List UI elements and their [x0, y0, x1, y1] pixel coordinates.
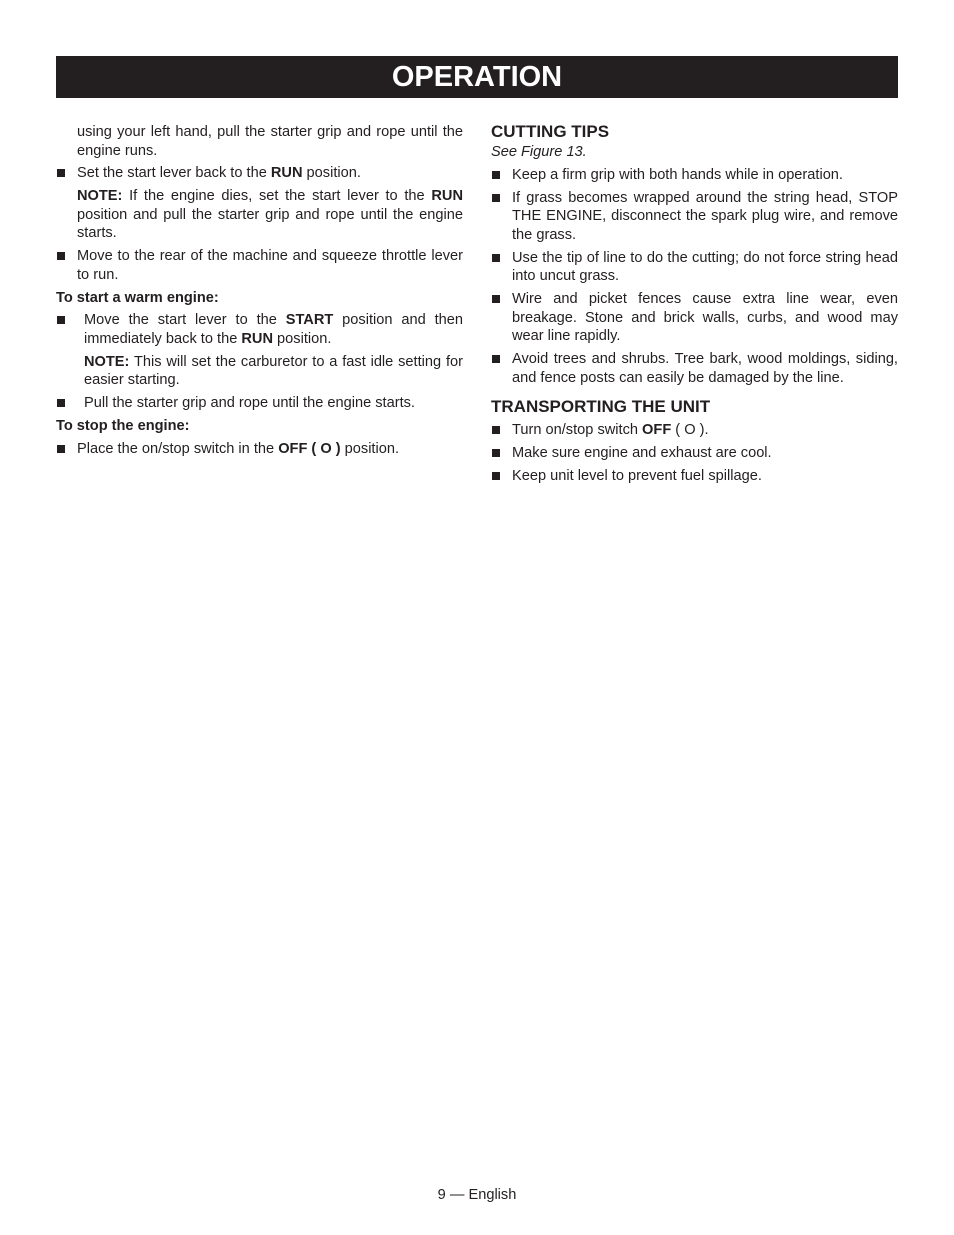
list-item-start-lever: Move the start lever to the START position and then immediately back to the RUN position. [56, 311, 463, 348]
subheading-warm-engine: To start a warm engine: [56, 289, 219, 306]
square-bullet-icon [492, 295, 500, 303]
square-bullet-icon [492, 171, 500, 179]
square-bullet-icon [492, 194, 500, 202]
subheading-stop-engine: To stop the engine: [56, 418, 190, 434]
page-footer [0, 1187, 954, 1203]
square-bullet-icon [57, 399, 65, 407]
square-bullet-icon [57, 169, 65, 177]
list-item-pull-starter: Pull the starter grip and rope until the engine starts. [56, 394, 463, 413]
figure-reference: See Figure 13. [491, 144, 587, 160]
continued-text: using your left hand, pull the starter grip and rope until the engine runs. [77, 124, 463, 159]
list-item-engine-cool: Make sure engine and exhaust are cool. [491, 444, 898, 463]
square-bullet-icon [492, 426, 500, 434]
list-item-run-position: Set the start lever back to the RUN position. [56, 164, 463, 183]
square-bullet-icon [57, 445, 65, 453]
section-header [56, 56, 898, 98]
list-item-keep-level: Keep unit level to prevent fuel spillage. [491, 467, 898, 486]
right-column [491, 122, 898, 490]
square-bullet-icon [492, 472, 500, 480]
note-fast-idle: NOTE: This will set the carburetor to a fast idle setting for easier starting. [84, 353, 463, 388]
section-title: OPERATION [391, 61, 563, 93]
page-number: 9 — English [437, 1187, 517, 1203]
left-column [56, 123, 463, 463]
list-item-switch-off: Turn on/stop switch OFF ( O ). [491, 421, 898, 440]
square-bullet-icon [492, 449, 500, 457]
heading-transporting: TRANSPORTING THE UNIT [491, 397, 711, 416]
square-bullet-icon [492, 254, 500, 262]
list-item: Wire and picket fences cause extra line wear, even breakage. Stone and brick walls, curbs, and wood may wear line rapidly. [491, 290, 898, 346]
note-engine-dies: NOTE: If the engine dies, set the start lever to the RUN position and pull the starter grip and rope until the engine starts. [77, 188, 463, 241]
list-item: Keep a firm grip with both hands while in operation. [491, 166, 898, 185]
list-item: If grass becomes wrapped around the string head, STOP THE ENGINE, disconnect the spark plug wire, and remove the grass. [491, 189, 898, 245]
list-item: Avoid trees and shrubs. Tree bark, wood moldings, siding, and fence posts can easily be damaged by the line. [491, 350, 898, 387]
list-item: Use the tip of line to do the cutting; do not force string head into uncut grass. [491, 249, 898, 286]
heading-cutting-tips: CUTTING TIPS [491, 122, 610, 141]
square-bullet-icon [57, 252, 65, 260]
list-item-squeeze-throttle: Move to the rear of the machine and squeeze throttle lever to run. [56, 247, 463, 284]
list-item-off-position: Place the on/stop switch in the OFF ( O ) position. [56, 440, 463, 459]
square-bullet-icon [492, 355, 500, 363]
square-bullet-icon [57, 316, 65, 324]
